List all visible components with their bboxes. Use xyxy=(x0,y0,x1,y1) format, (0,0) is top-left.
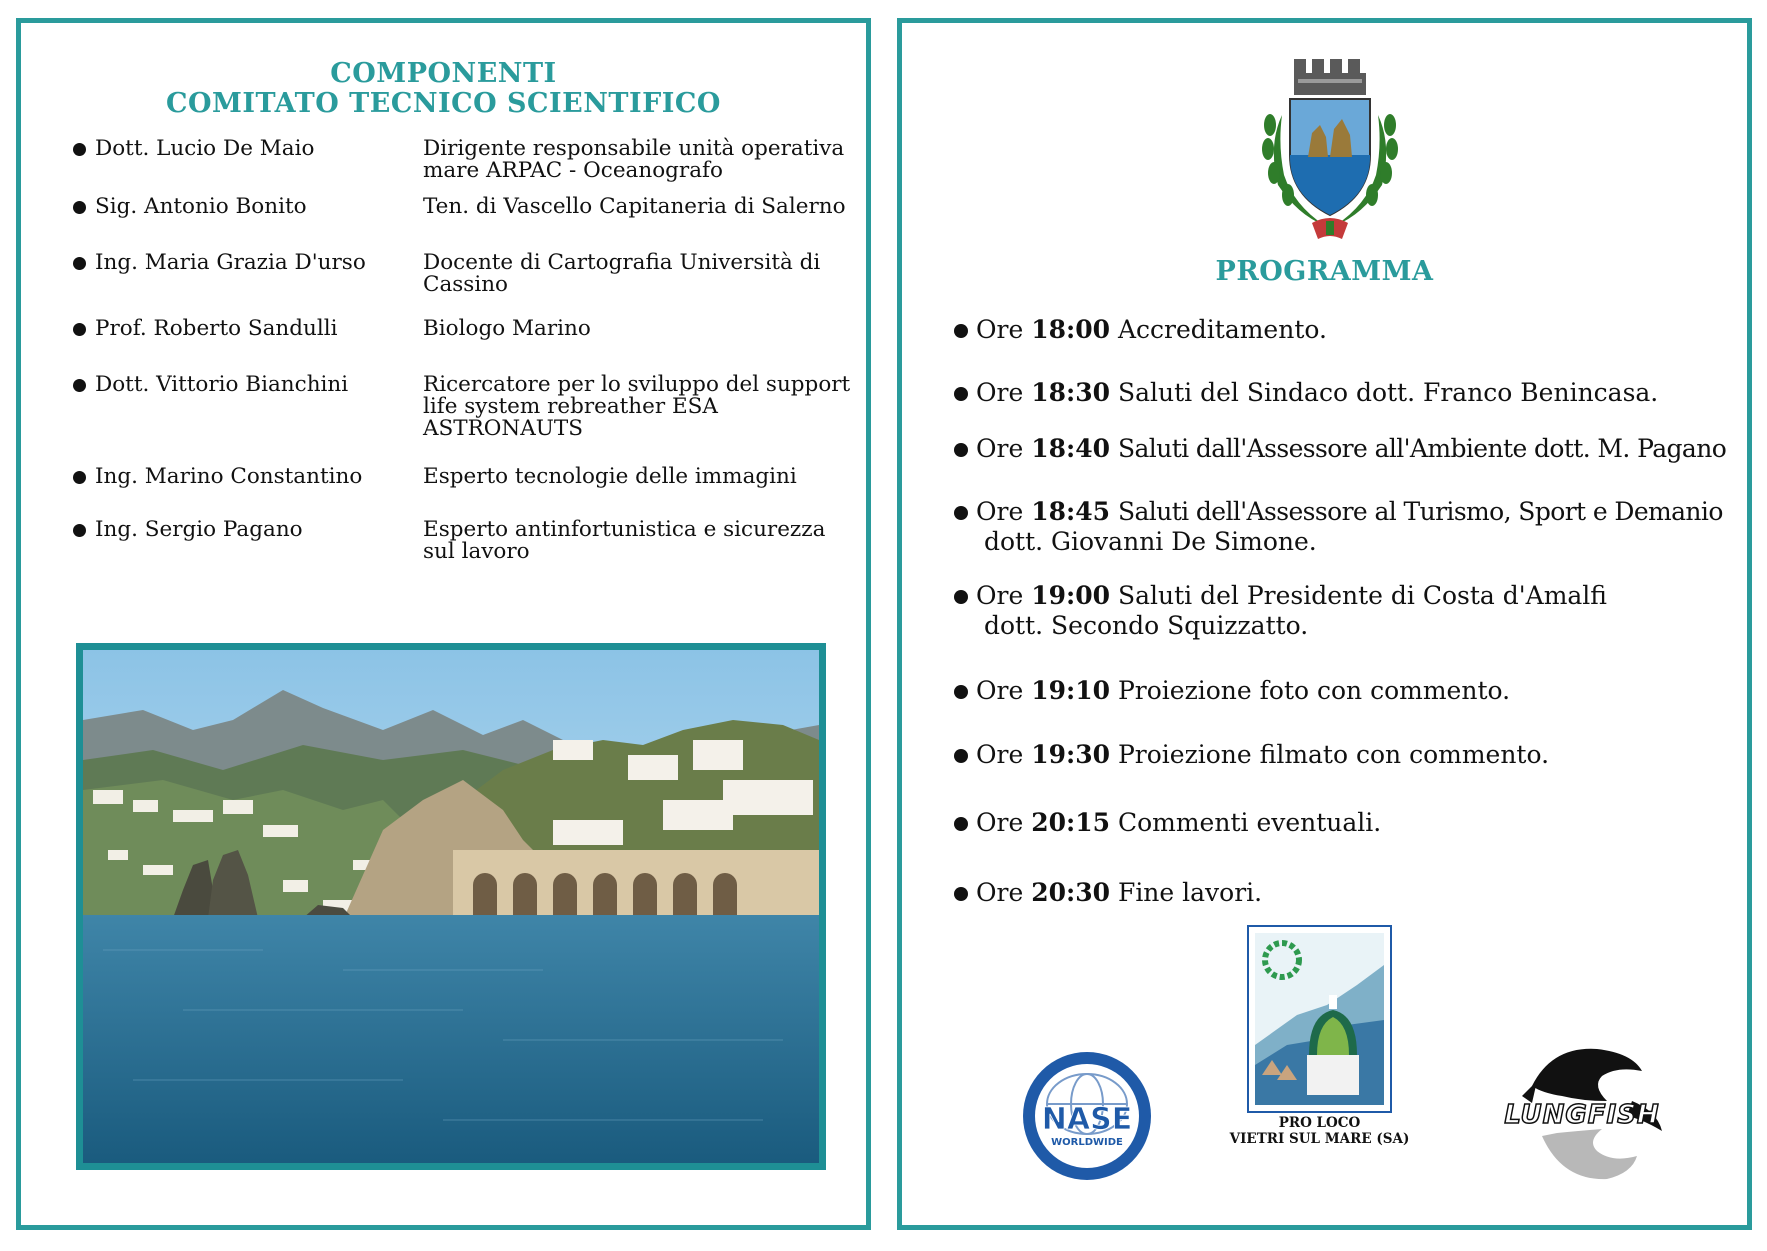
committee-title-line2: COMITATO TECNICO SCIENTIFICO xyxy=(166,88,721,119)
program-item: Ore 18:45 Saluti dell'Assessore al Turismo, Sport e Demanio dott. Giovanni De Simone. xyxy=(954,497,1744,557)
coast-photo-image xyxy=(83,650,819,1163)
bullet-icon xyxy=(954,506,968,520)
proloco-caption-line1: PRO LOCO xyxy=(1278,1115,1361,1131)
bullet-icon xyxy=(954,749,968,763)
bullet-icon xyxy=(73,524,86,537)
committee-panel xyxy=(16,18,871,1230)
member-role: Dirigente responsabile unità operativa mare ARPAC - Oceanografo xyxy=(423,136,845,183)
municipal-crest xyxy=(1242,45,1417,250)
program-item: Ore 19:30 Proiezione filmato con commento. xyxy=(954,740,1744,770)
bullet-icon xyxy=(73,143,86,156)
member-name: Dott. Vittorio Bianchini xyxy=(95,372,349,397)
bullet-icon xyxy=(954,817,968,831)
program-text: Fine lavori. xyxy=(1117,878,1263,907)
member-name: Dott. Lucio De Maio xyxy=(95,136,315,161)
program-time: 18:30 xyxy=(1031,378,1111,407)
committee-title-line1: COMPONENTI xyxy=(330,58,557,89)
bullet-icon xyxy=(73,471,86,484)
member-name: Ing. Maria Grazia D'urso xyxy=(95,250,366,275)
member-role: Biologo Marino xyxy=(423,316,591,341)
program-text: Commenti eventuali. xyxy=(1117,808,1382,837)
member-name: Ing. Sergio Pagano xyxy=(95,517,303,542)
member-role: Ricercatore per lo sviluppo del support life system rebreather ESA ASTRONAUTS xyxy=(423,372,851,441)
program-text: Saluti dell'Assessore al Turismo, Sport e Demanio xyxy=(1117,497,1723,526)
program-time: 19:30 xyxy=(1031,740,1111,769)
nase-logo xyxy=(1020,1049,1155,1184)
proloco-logo xyxy=(1247,925,1392,1113)
member-name: Ing. Marino Constantino xyxy=(95,464,363,489)
program-item: Ore 18:40 Saluti dall'Assessore all'Ambiente dott. M. Pagano xyxy=(954,434,1744,464)
nase-logo-subtext: WORLDWIDE xyxy=(1051,1137,1123,1148)
member-role: Esperto tecnologie delle immagini xyxy=(423,464,797,489)
member-name: Sig. Antonio Bonito xyxy=(95,194,307,219)
program-text: Saluti del Presidente di Costa d'Amalfi xyxy=(1117,581,1607,610)
program-time: 20:30 xyxy=(1031,878,1111,907)
program-text: Saluti del Sindaco dott. Franco Benincasa. xyxy=(1117,378,1659,407)
lungfish-logo-text: LUNGFISH xyxy=(1504,1100,1660,1130)
programma-title: PROGRAMMA xyxy=(1215,256,1434,287)
program-item: Ore 20:15 Commenti eventuali. xyxy=(954,808,1744,838)
program-time: 19:10 xyxy=(1031,676,1111,705)
program-item: Ore 18:00 Accreditamento. xyxy=(954,315,1744,345)
proloco-caption-line2: VIETRI SUL MARE (SA) xyxy=(1229,1131,1410,1147)
bullet-icon xyxy=(73,379,86,392)
bullet-icon xyxy=(954,590,968,604)
program-item: Ore 20:30 Fine lavori. xyxy=(954,878,1744,908)
member-name: Prof. Roberto Sandulli xyxy=(95,316,338,341)
bullet-icon xyxy=(73,323,86,336)
program-item: Ore 19:00 Saluti del Presidente di Costa d'Amalfi dott. Secondo Squizzatto. xyxy=(954,581,1744,641)
program-time: 20:15 xyxy=(1031,808,1111,837)
program-text-continued: dott. Secondo Squizzatto. xyxy=(984,611,1309,640)
program-item: Ore 19:10 Proiezione foto con commento. xyxy=(954,676,1744,706)
program-text: Proiezione filmato con commento. xyxy=(1117,740,1550,769)
crown-icon xyxy=(1294,59,1366,95)
bullet-icon xyxy=(73,257,86,270)
member-role: Esperto antinfortunistica e sicurezza sul lavoro xyxy=(423,517,826,564)
program-text: Proiezione foto con commento. xyxy=(1117,676,1511,705)
bullet-icon xyxy=(73,201,86,214)
program-text: Saluti dall'Assessore all'Ambiente dott. M. Pagano xyxy=(1117,434,1727,463)
member-role: Ten. di Vascello Capitaneria di Salerno xyxy=(423,194,846,219)
bullet-icon xyxy=(954,685,968,699)
program-item: Ore 18:30 Saluti del Sindaco dott. Franco Benincasa. xyxy=(954,378,1744,408)
nase-logo-text: NASE xyxy=(1041,1102,1133,1137)
program-time: 18:40 xyxy=(1031,434,1111,463)
program-time: 18:45 xyxy=(1031,497,1111,526)
bullet-icon xyxy=(954,887,968,901)
committee-title xyxy=(21,59,866,119)
bullet-icon xyxy=(954,324,968,338)
member-role: Docente di Cartografia Università di Cassino xyxy=(423,250,821,297)
bullet-icon xyxy=(954,387,968,401)
program-time: 18:00 xyxy=(1031,315,1111,344)
bullet-icon xyxy=(954,443,968,457)
lungfish-logo xyxy=(1482,1041,1682,1186)
proloco-caption xyxy=(1212,1115,1427,1147)
program-text: Accreditamento. xyxy=(1117,315,1327,344)
program-text-continued: dott. Giovanni De Simone. xyxy=(984,527,1317,556)
coast-photo xyxy=(76,643,826,1170)
ribbon-icon xyxy=(1312,218,1348,239)
program-time: 19:00 xyxy=(1031,581,1111,610)
programma-panel xyxy=(897,18,1752,1230)
